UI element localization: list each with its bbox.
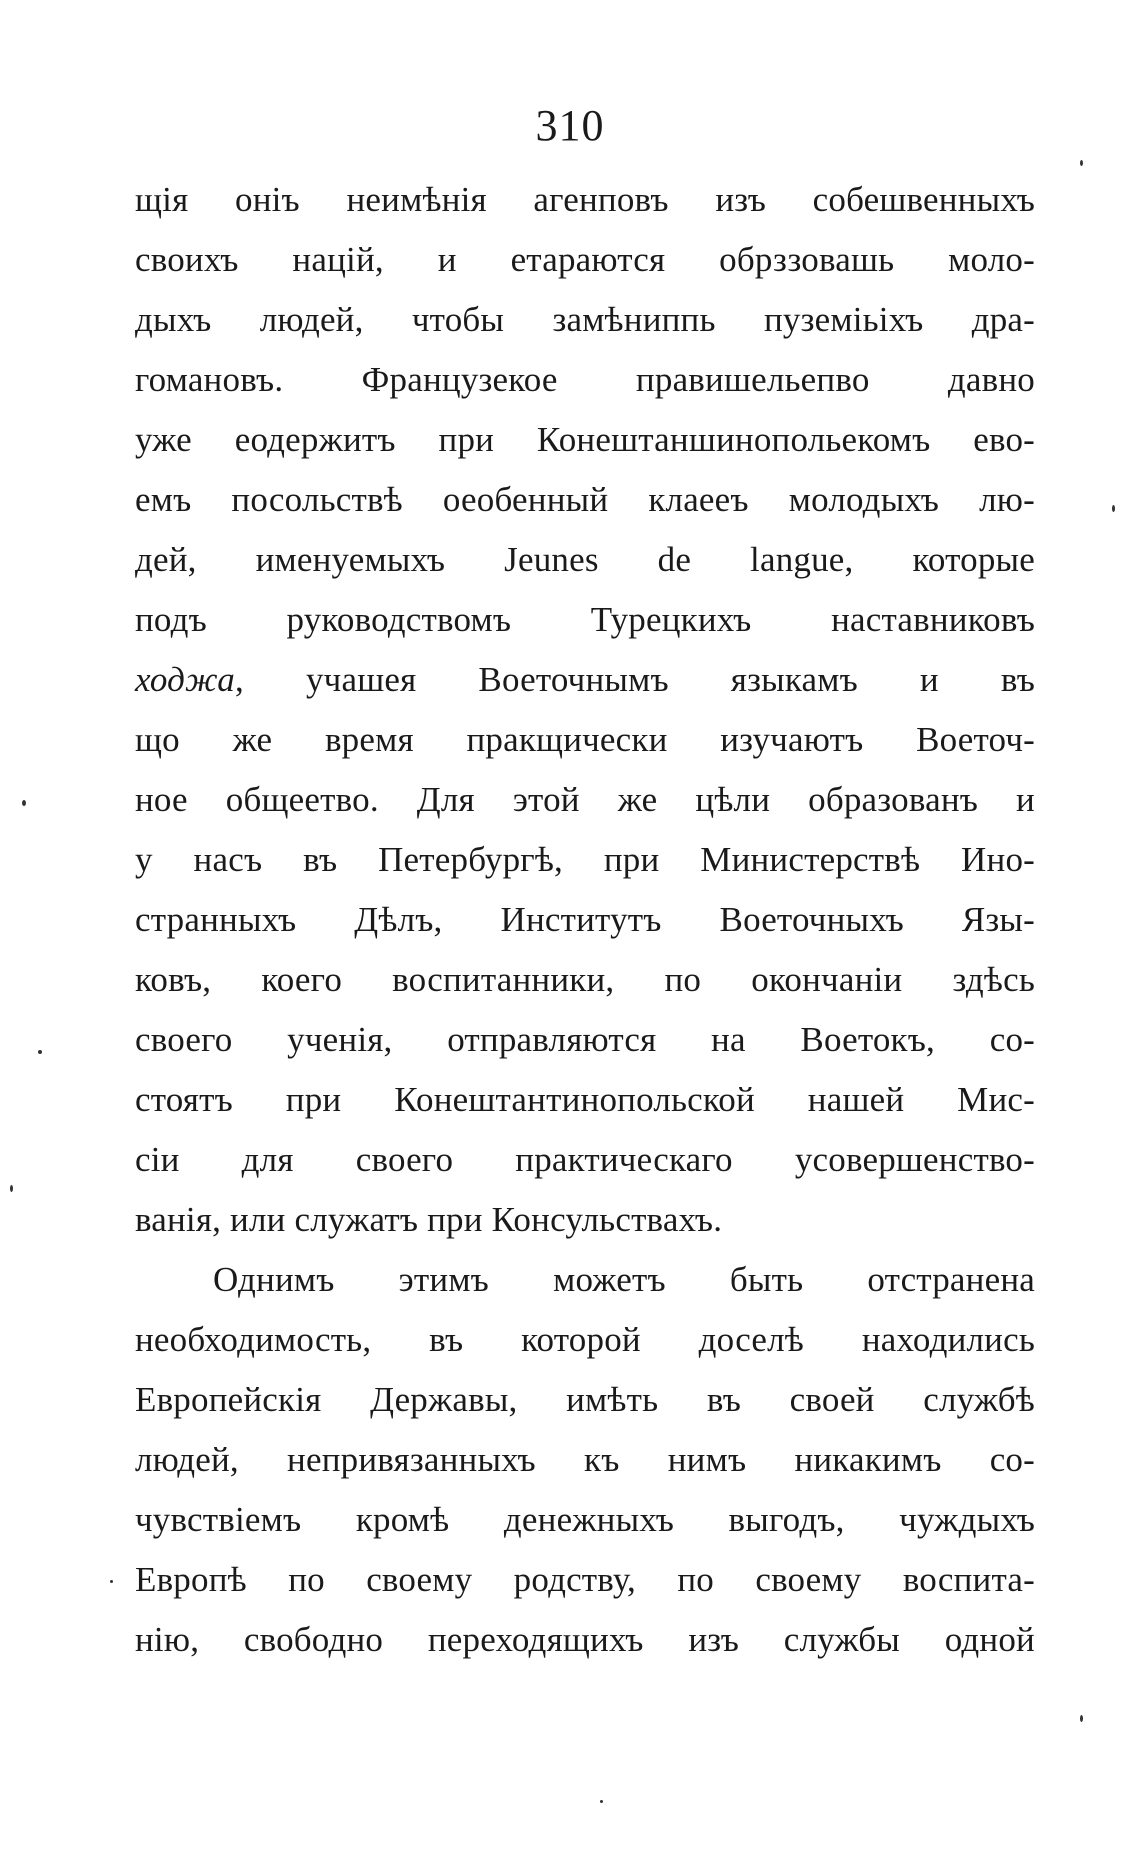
scan-speck: [1112, 505, 1115, 512]
text-line: [135, 890, 1035, 950]
text-line-content: щія оніъ неимѣнія агенповъ изъ собешвенныхъ: [135, 180, 1035, 219]
text-line: [135, 770, 1035, 830]
paragraph-1: [135, 170, 1035, 1250]
text-line: [135, 1010, 1035, 1070]
text-line-content: стоятъ при Конештантинопольской нашей Мис-: [135, 1080, 1035, 1119]
text-line-content: у насъ въ Петербургѣ, при Министерствѣ Ино-: [135, 840, 1035, 879]
text-line-content: гомановъ. Французекое правишельепво давно: [135, 360, 1035, 399]
text-line: [135, 1130, 1035, 1190]
text-line: [135, 1370, 1035, 1430]
text-line-content: своего ученія, отправляются на Воетокъ, со-: [135, 1020, 1035, 1059]
scan-speck: [110, 1580, 113, 1583]
text-line: [135, 650, 1035, 710]
text-line: [135, 350, 1035, 410]
text-line-content: подъ руководствомъ Турецкихъ наставниковъ: [135, 600, 1035, 639]
text-line-content: дей, именуемыхъ Jeunes de langue, которые: [135, 540, 1035, 579]
text-line-content: нію, свободно переходящихъ изъ службы одной: [135, 1620, 1035, 1659]
text-line: [135, 470, 1035, 530]
text-line: [135, 1430, 1035, 1490]
text-line: [135, 290, 1035, 350]
text-line: [135, 950, 1035, 1010]
text-line-content: странныхъ Дѣлъ, Институтъ Воеточныхъ Язы-: [135, 900, 1035, 939]
text-line-content: , учашея Воеточнымъ языкамъ и въ: [235, 660, 1035, 699]
scan-speck: [38, 1050, 42, 1054]
text-line: [135, 410, 1035, 470]
text-line: [135, 1310, 1035, 1370]
text-line-content: сіи для своего практическаго усовершенство-: [135, 1140, 1035, 1179]
paragraph-2: [135, 1250, 1035, 1670]
text-line: [135, 710, 1035, 770]
text-line: [135, 1070, 1035, 1130]
text-line-content: Европейскія Державы, имѣть въ своей службѣ: [135, 1380, 1035, 1419]
text-line: [135, 530, 1035, 590]
body-text: [135, 170, 1035, 1670]
text-line: [135, 1610, 1035, 1670]
scan-speck: [600, 1800, 603, 1803]
text-line-content: дыхъ людей, чтобы замѣниппь пуземіьіхъ дра-: [135, 300, 1035, 339]
text-line-content: своихъ націй, и етараются обрззовашь моло-: [135, 240, 1035, 279]
text-line: [135, 590, 1035, 650]
text-line-content: ковъ, коего воспитанники, по окончаніи здѣсь: [135, 960, 1035, 999]
scan-speck: [22, 800, 26, 806]
page-number: 310: [535, 101, 605, 150]
text-line: [135, 230, 1035, 290]
text-line-content: ное общеетво. Для этой же цѣли образованъ и: [135, 780, 1035, 819]
text-line: [135, 1250, 1035, 1310]
text-line-content: Однимъ этимъ можетъ быть отстранена: [213, 1260, 1035, 1299]
text-line-content: необходимость, въ которой доселѣ находились: [135, 1320, 1035, 1359]
scan-speck: [1080, 1715, 1083, 1722]
text-line-content: уже еодержитъ при Конештаншинопольекомъ ево-: [135, 420, 1035, 459]
text-line-content: людей, непривязанныхъ къ нимъ никакимъ со-: [135, 1440, 1035, 1479]
text-line-content: чувствіемъ кромѣ денежныхъ выгодъ, чуждыхъ: [135, 1500, 1035, 1539]
text-line: [135, 1550, 1035, 1610]
text-line-content: емъ посольствѣ оеобенный клаеeъ молодыхъ лю-: [135, 480, 1035, 519]
text-line: [135, 1490, 1035, 1550]
text-line: [135, 830, 1035, 890]
text-line: [135, 170, 1035, 230]
scan-speck: [10, 1185, 13, 1192]
italic-word: ходжа: [135, 660, 236, 699]
text-line: [135, 1190, 1035, 1250]
scan-speck: [1080, 160, 1083, 166]
text-line-content: Европѣ по своему родству, по своему воспита-: [135, 1560, 1035, 1599]
text-line-content: ванія, или служатъ при Консульствахъ.: [135, 1200, 723, 1239]
text-line-content: що же время пракщичеcки изучаютъ Воеточ-: [135, 720, 1035, 759]
